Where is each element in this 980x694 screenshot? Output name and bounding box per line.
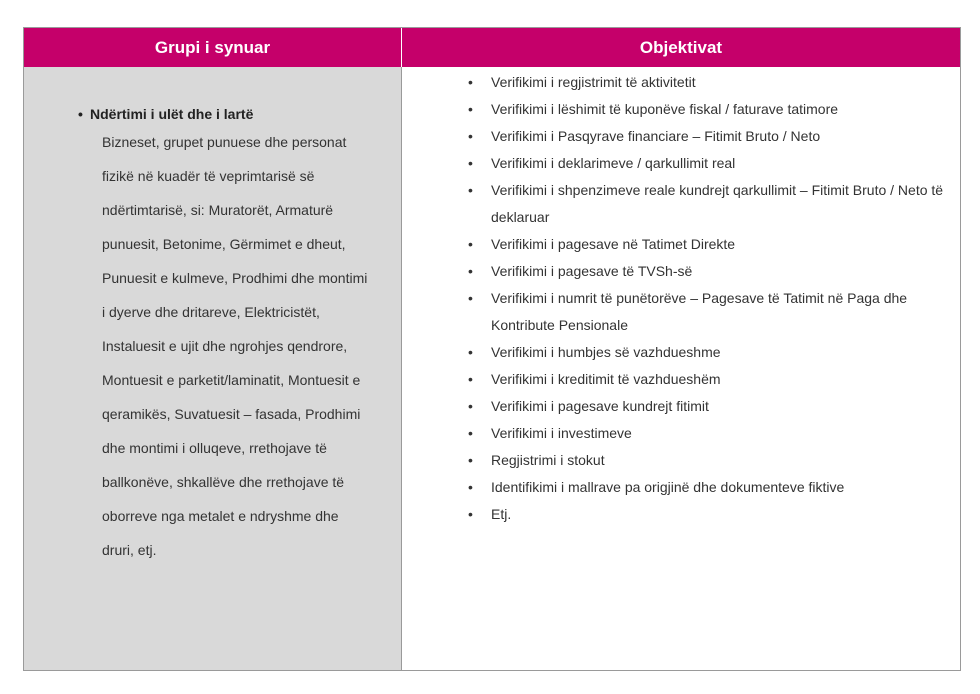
objectives-table <box>23 27 961 671</box>
objective-item: • Verifikimi i shpenzimeve reale kundrejt qarkullimit – Fitimit Bruto / Neto të deklaruar <box>466 177 950 231</box>
objective-item: • Verifikimi i kreditimit të vazhdueshëm <box>466 366 950 393</box>
objective-item: • Verifikimi i lëshimit të kuponëve fiskal / faturave tatimore <box>466 96 950 123</box>
objectives-list <box>466 69 950 528</box>
objective-item: • Etj. <box>466 501 950 528</box>
objective-item: • Verifikimi i Pasqyrave financiare – Fitimit Bruto / Neto <box>466 123 950 150</box>
target-group-description: Bizneset, grupet punuese dhe personat fizikë në kuadër të veprimtarisë së ndërtimtarisë, si: Muratorët, Armaturë punuesit, Betonime, Gërmimet e dheut, Punuesit e kulmeve, Prodhimi dhe montimi i dyerve dhe dritareve, Elektricistët, Instaluesit e ujit dhe ngrohjes qendrore, Montuesit e parketit/laminatit, Montuesit e qeramikës, Suvatuesit – fasada, Prodhimi dhe montimi i olluqeve, rrethojave të ballkonëve, shkallëve dhe rrethojave të oborreve nga metalet e ndryshme dhe druri, etj. <box>102 134 368 558</box>
objective-item: • Verifikimi i investimeve <box>466 420 950 447</box>
objective-item: • Identifikimi i mallrave pa origjinë dhe dokumenteve fiktive <box>466 474 950 501</box>
objectives-cell <box>402 67 960 670</box>
target-group-heading-text: Ndërtimi i ulët dhe i lartë <box>90 106 254 122</box>
target-group-heading <box>78 103 381 125</box>
header-target-group: Grupi i synuar <box>24 28 402 67</box>
objective-item: • Verifikimi i deklarimeve / qarkullimit real <box>466 150 950 177</box>
target-group-cell <box>24 67 402 670</box>
objective-item: • Verifikimi i humbjes së vazhdueshme <box>466 339 950 366</box>
objective-item: • Regjistrimi i stokut <box>466 447 950 474</box>
objective-item: • Verifikimi i regjistrimit të aktivitetit <box>466 69 950 96</box>
header-objectives: Objektivat <box>402 28 960 67</box>
objective-item: • Verifikimi i pagesave në Tatimet Direkte <box>466 231 950 258</box>
objective-item: • Verifikimi i pagesave të TVSh-së <box>466 258 950 285</box>
bullet-icon: • <box>78 106 83 122</box>
objective-item: • Verifikimi i numrit të punëtorëve – Pagesave të Tatimit në Paga dhe Kontribute Pensionale <box>466 285 950 339</box>
objective-item: • Verifikimi i pagesave kundrejt fitimit <box>466 393 950 420</box>
